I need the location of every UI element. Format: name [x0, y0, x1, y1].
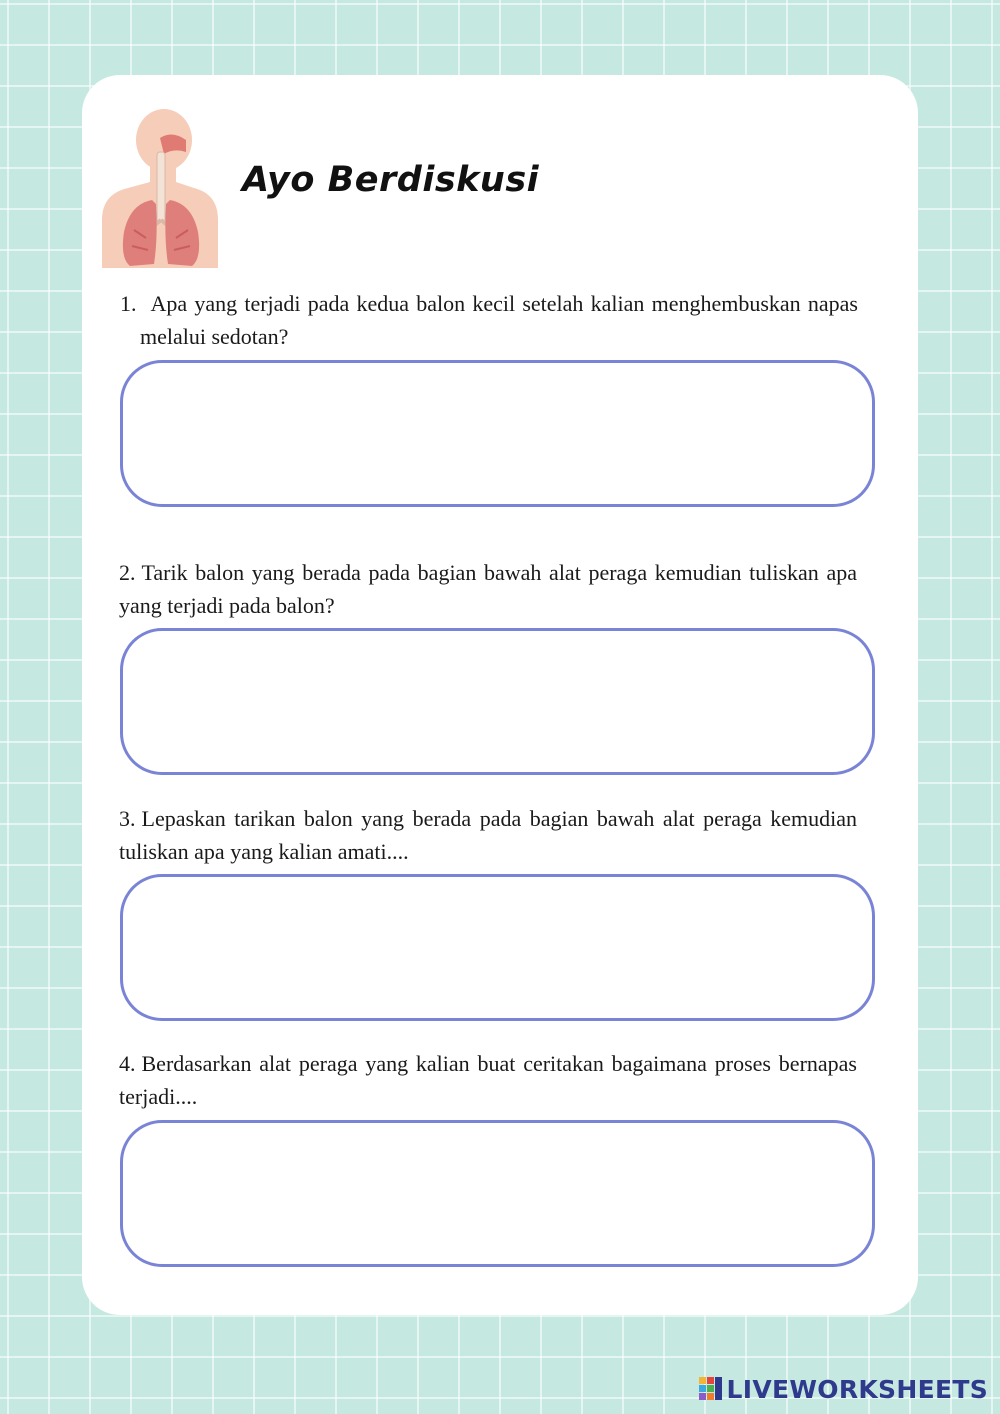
question-text: Berdasarkan alat peraga yang kalian buat ceritakan bagaimana proses bernapas terjadi....: [119, 1051, 857, 1109]
question-text: Lepaskan tarikan balon yang berada pada bagian bawah alat peraga kemudian tuliskan apa yang kalian amati....: [119, 806, 857, 864]
question-number: 1.: [120, 291, 137, 316]
question-text: Tarik balon yang berada pada bagian bawah alat peraga kemudian tuliskan apa yang terjadi pada balon?: [119, 560, 857, 618]
question-text: Apa yang terjadi pada kedua balon kecil setelah kalian menghembuskan napas melalui sedotan?: [140, 291, 858, 349]
question-1: [120, 287, 858, 353]
question-number: 2.: [119, 560, 136, 585]
answer-input-1[interactable]: [120, 360, 875, 507]
question-4: [119, 1047, 857, 1113]
respiratory-system-icon: [100, 108, 220, 268]
liveworksheets-logo-icon: [699, 1377, 723, 1401]
question-3: [119, 802, 857, 868]
question-number: 4.: [119, 1051, 136, 1076]
page-title: Ayo Berdiskusi: [242, 160, 540, 200]
liveworksheets-brand: [699, 1374, 988, 1404]
answer-input-4[interactable]: [120, 1120, 875, 1267]
answer-input-2[interactable]: [120, 628, 875, 775]
question-number: 3.: [119, 806, 136, 831]
question-2: [119, 556, 857, 622]
answer-input-3[interactable]: [120, 874, 875, 1021]
worksheet-card: [82, 75, 918, 1315]
brand-name: LIVEWORKSHEETS: [726, 1374, 988, 1404]
